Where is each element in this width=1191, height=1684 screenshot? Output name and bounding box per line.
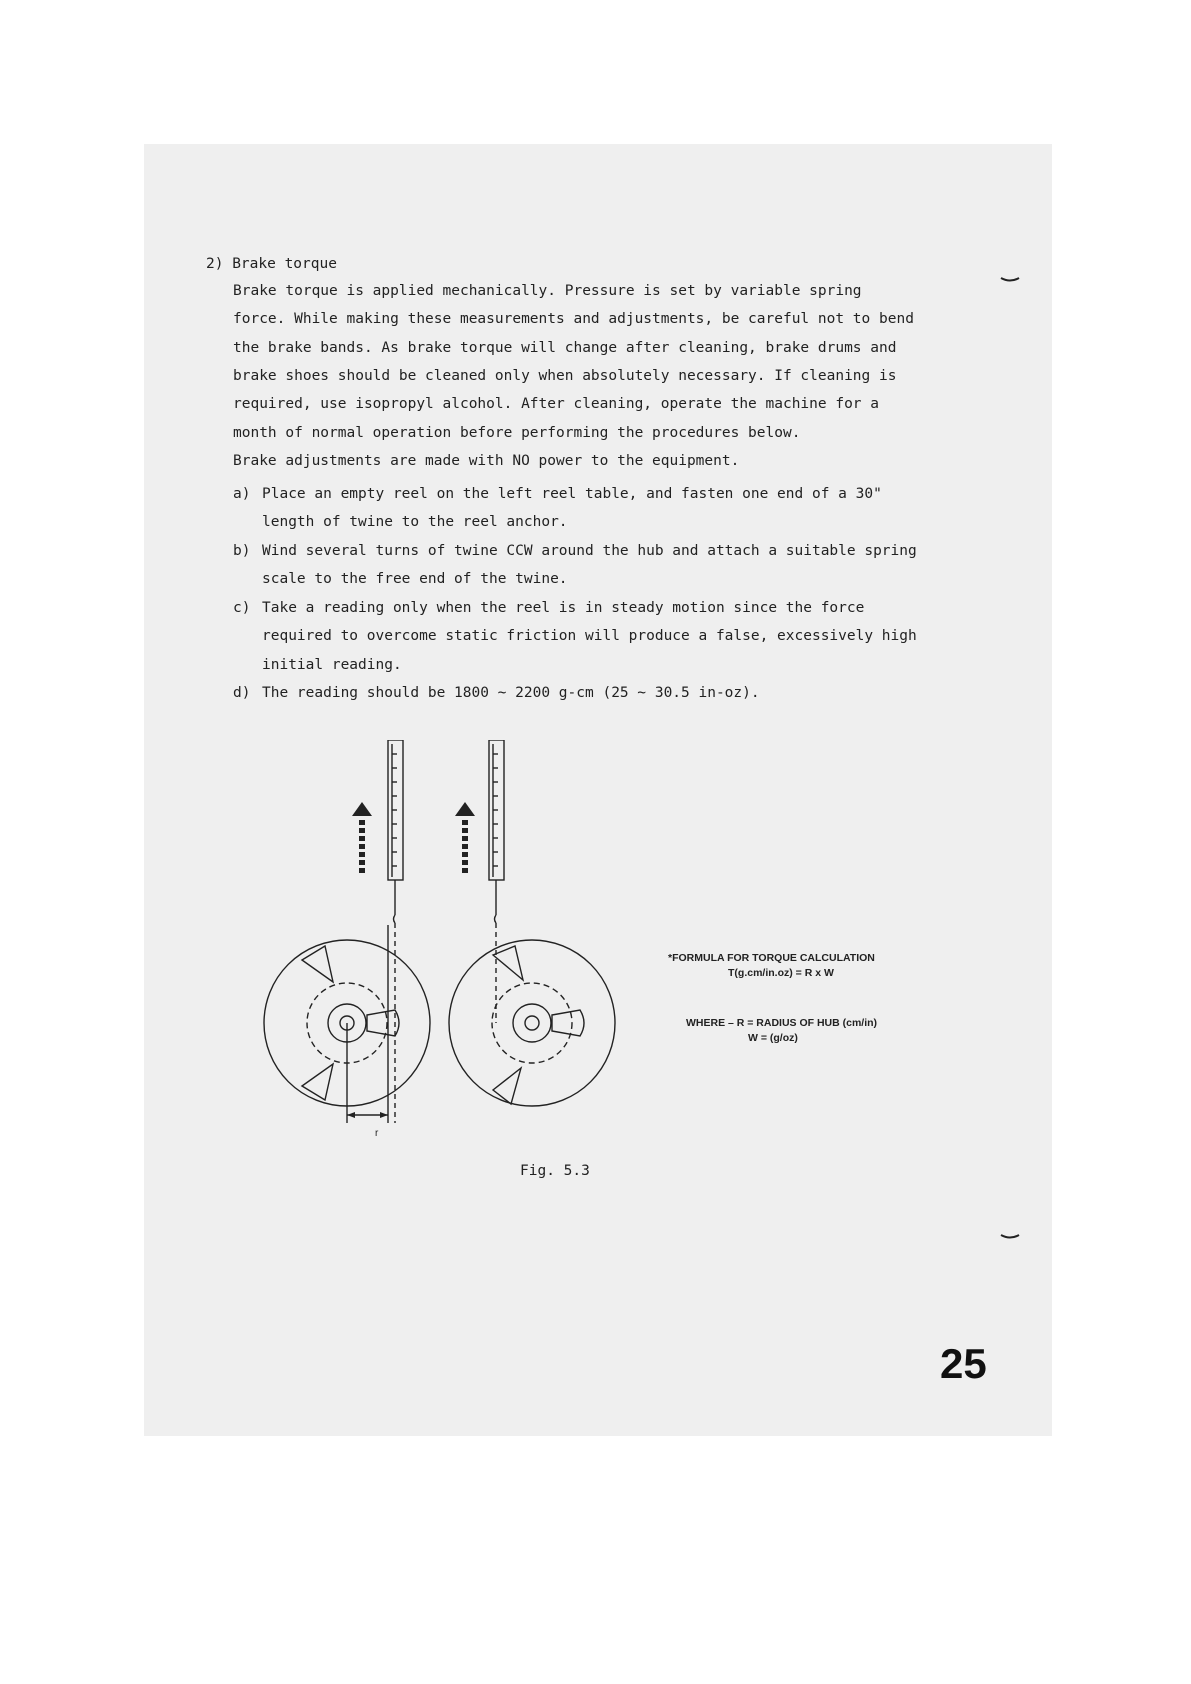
hub-right [513,1004,551,1042]
figure-caption: Fig. 5.3 [520,1163,590,1179]
section-heading: 2) Brake torque [206,256,337,272]
paragraph-line: required, use isopropyl alcohol. After cleaning, operate the machine for a [233,396,880,413]
step-letter: b) [233,543,251,559]
margin-mark-bottom [1000,1232,1020,1242]
formula-where-w: W = (g/oz) [748,1032,798,1044]
step-letter: a) [233,486,251,502]
dimension-label-r: r [375,1128,379,1139]
page-number: 25 [940,1340,987,1387]
reel-right [449,940,615,1106]
margin-mark-top [1000,275,1020,285]
reel-torque-figure [255,740,675,1150]
step-text-line: Place an empty reel on the left reel table, and fasten one end of a 30" [262,486,882,502]
step-text-line: length of twine to the reel anchor. [262,514,568,531]
step-text-line: The reading should be 1800 ∼ 2200 g-cm (25 ∼ 30.5 in-oz). [262,685,760,701]
formula-where-r: WHERE – R = RADIUS OF HUB (cm/in) [686,1017,878,1029]
step-text-line: Take a reading only when the reel is in steady motion since the force [262,600,865,616]
step-text-line: required to overcome static friction will produce a false, excessively high [262,628,917,645]
paragraph-line: Brake adjustments are made with NO power to the equipment. [233,452,740,469]
step-text-line: initial reading. [262,656,402,673]
formula-title: *FORMULA FOR TORQUE CALCULATION [668,952,875,964]
step-letter: c) [233,600,251,616]
step-text-line: scale to the free end of the twine. [262,571,568,588]
paragraph-line: month of normal operation before performing the procedures below. [233,424,801,441]
paragraph-line: the brake bands. As brake torque will change after cleaning, brake drums and [233,339,897,356]
pull-arrow-right [455,802,475,816]
paragraph-line: brake shoes should be cleaned only when absolutely necessary. If cleaning is [233,367,897,384]
pull-arrow-left [352,802,372,816]
step-letter: d) [233,685,251,701]
paragraph-line: force. While making these measurements and adjustments, be careful not to bend [233,311,914,328]
formula-expression: T(g.cm/in.oz) = R x W [728,967,834,979]
step-text-line: Wind several turns of twine CCW around the hub and attach a suitable spring [262,543,917,559]
paragraph-line: Brake torque is applied mechanically. Pressure is set by variable spring [233,283,862,299]
